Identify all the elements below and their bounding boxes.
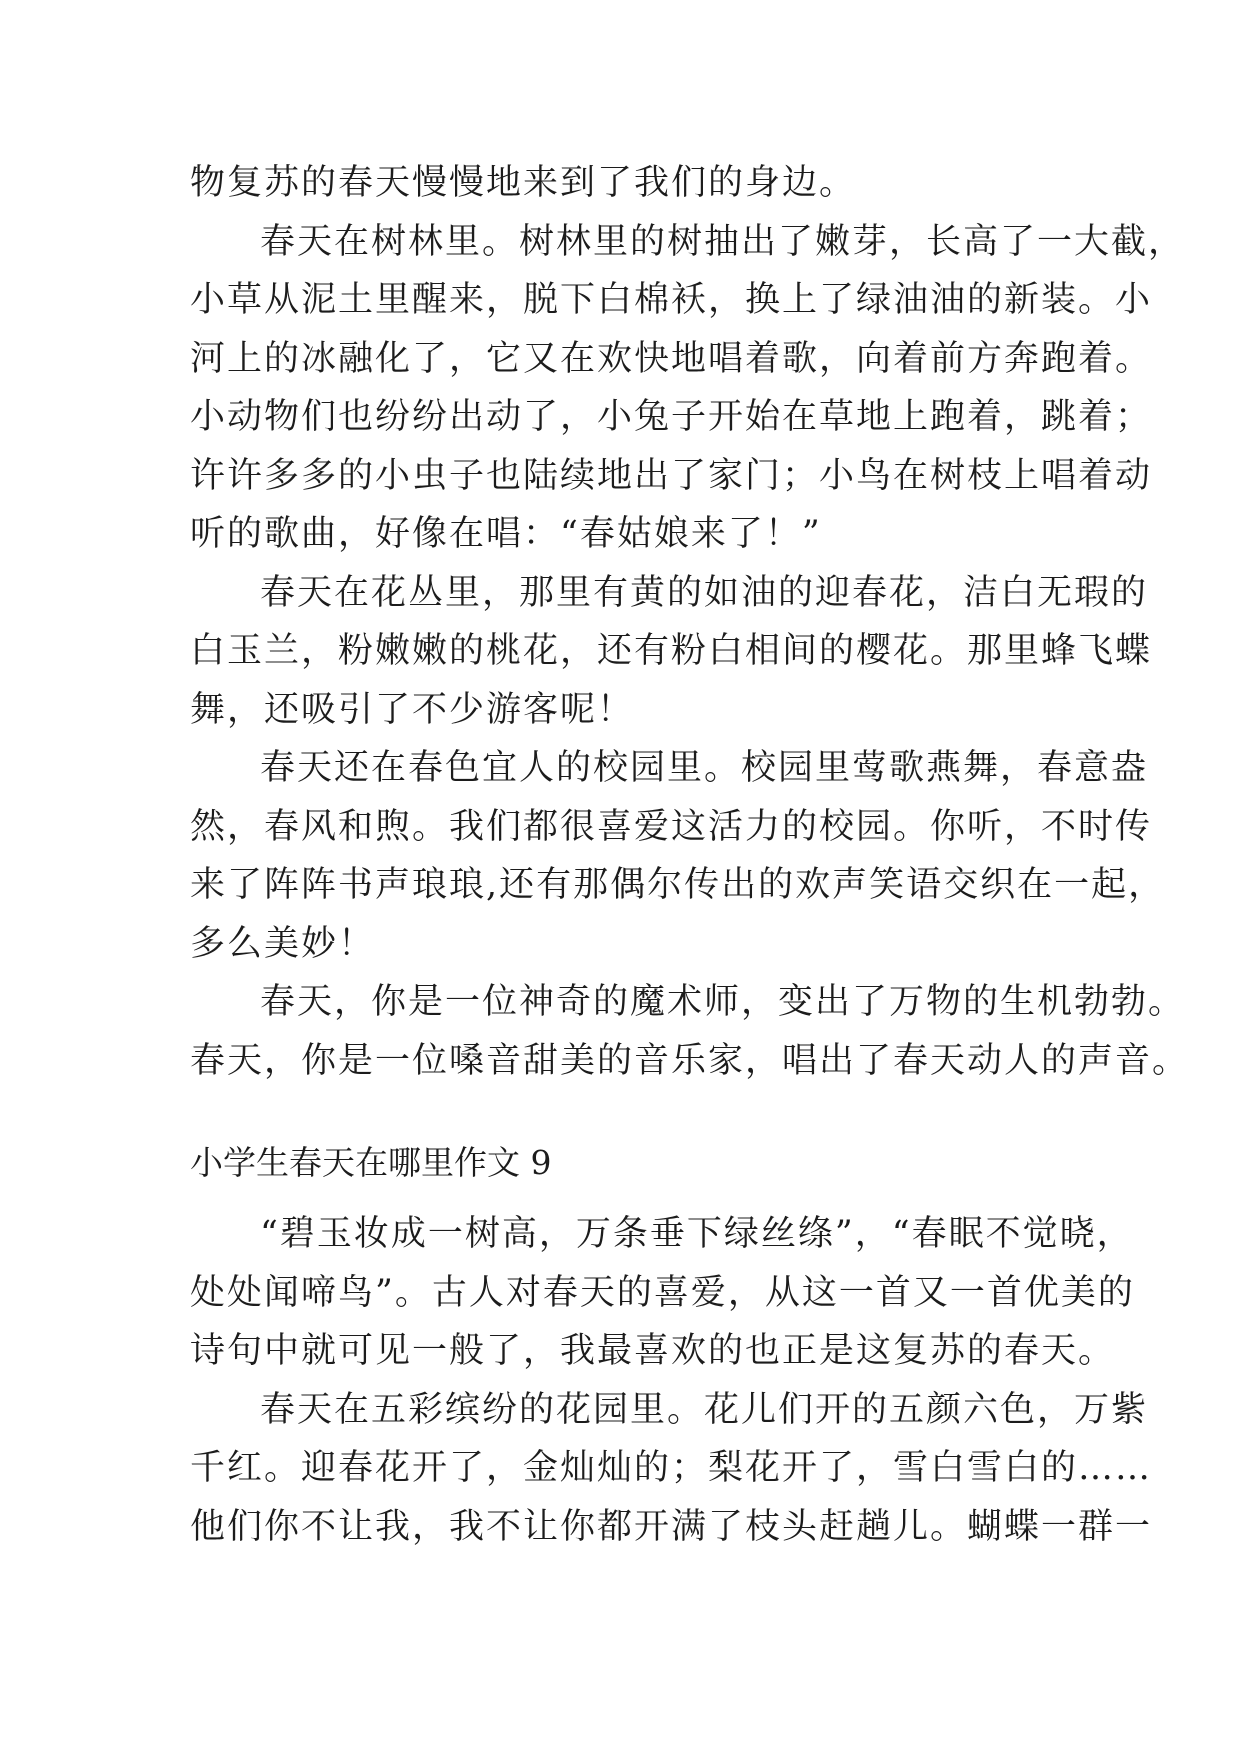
- paragraph-line: 诗句中就可见一般了，我最喜欢的也正是这复苏的春天。: [190, 1331, 1116, 1371]
- paragraph-line: 河上的冰融化了，它又在欢快地唱着歌，向着前方奔跑着。: [190, 338, 1153, 379]
- paragraph-line: 春天，你是一位神奇的魔术师，变出了万物的生机勃勃。: [260, 982, 1186, 1022]
- paragraph-line: 春天还在春色宜人的校园里。校园里莺歌燕舞，春意盎: [260, 748, 1149, 788]
- essay-body-section-2: [190, 1205, 1153, 1556]
- paragraph-line: 春天在五彩缤纷的花园里。花儿们开的五颜六色，万紫: [260, 1389, 1149, 1430]
- paragraph-line: 物复苏的春天慢慢地来到了我们的身边。: [190, 163, 857, 203]
- paragraph-line: 春天在花丛里，那里有黄的如油的迎春花，洁白无瑕的: [260, 572, 1149, 613]
- paragraph-line: 千红。迎春花开了，金灿灿的；梨花开了，雪白雪白的……: [190, 1448, 1153, 1488]
- paragraph-line: 许许多多的小虫子也陆续地出了家门；小鸟在树枝上唱着动: [190, 455, 1153, 496]
- paragraph-line: 白玉兰，粉嫩嫩的桃花，还有粉白相间的樱花。那里蜂飞蝶: [190, 631, 1153, 671]
- paragraph-line: 他们你不让我，我不让你都开满了枝头赶趟儿。蝴蝶一群一: [190, 1506, 1153, 1547]
- paragraph-line: 小动物们也纷纷出动了，小兔子开始在草地上跑着，跳着；: [190, 397, 1153, 437]
- essay-body-section-1: [190, 154, 1190, 1090]
- paragraph-line: 来了阵阵书声琅琅,还有那偶尔传出的欢声笑语交织在一起，: [190, 865, 1166, 905]
- paragraph-line: 小草从泥土里醒来，脱下白棉袄，换上了绿油油的新装。小: [190, 280, 1153, 320]
- paragraph-line: 听的歌曲，好像在唱：“春姑娘来了！”: [190, 514, 822, 554]
- paragraph-line: 处处闻啼鸟”。古人对春天的喜爱，从这一首又一首优美的: [190, 1272, 1135, 1313]
- essay-title: 小学生春天在哪里作文 9: [190, 1143, 552, 1182]
- paragraph-line: 舞，还吸引了不少游客呢！: [190, 689, 635, 730]
- paragraph-line: 春天，你是一位嗓音甜美的音乐家，唱出了春天动人的声音。: [190, 1040, 1190, 1081]
- paragraph-line: 多么美妙！: [190, 923, 376, 964]
- paragraph-line: 然，春风和煦。我们都很喜爱这活力的校园。你听，不时传: [190, 806, 1153, 847]
- paragraph-line: 春天在树林里。树林里的树抽出了嫩芽，长高了一大截，: [260, 221, 1186, 262]
- paragraph-line: “碧玉妆成一树高，万条垂下绿丝绦”，“春眠不觉晓，: [260, 1214, 1134, 1254]
